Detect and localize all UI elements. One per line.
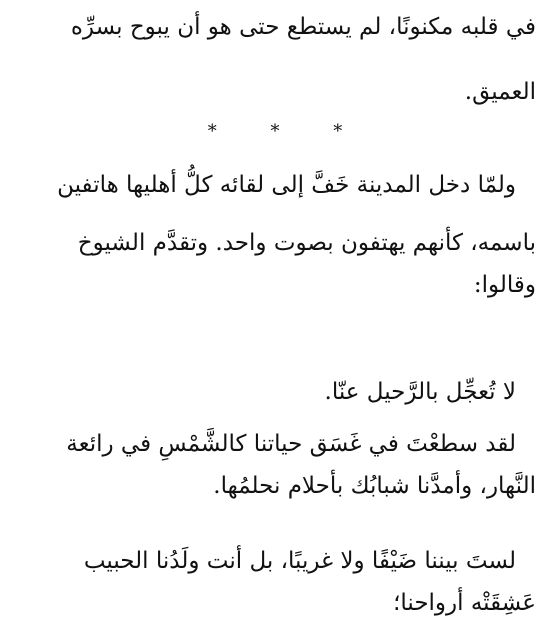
text-line-1: في قلبه مكنونًا، لم يستطع حتى هو أن يبوح بسرِّه (70, 14, 536, 40)
separator-star-2: * (270, 121, 280, 142)
text-line-3: ولمّا دخل المدينة خَفَّ إلى لقائه كلُّ أهليها هاتفين (57, 172, 516, 198)
text-line-5: وقالوا: (473, 272, 536, 298)
text-line-10: عَشِقَتْه أرواحنا؛ (393, 590, 536, 616)
text-line-4: باسمه، كأنهم يهتفون بصوت واحد. وتقدَّم الشيوخ (77, 230, 536, 256)
section-separator (0, 120, 550, 144)
text-line-8: النَّهار، وأمدَّنا شبابُك بأحلام نحلمُها. (213, 473, 536, 499)
text-line-2: العميق. (464, 79, 536, 105)
separator-star-1: * (207, 121, 217, 142)
text-line-6: لا تُعجِّل بالرَّحيل عنّا. (324, 379, 516, 405)
text-line-9: لستَ بيننا ضَيْفًا ولا غريبًا، بل أنت ولَدُنا الحبيب (83, 548, 516, 574)
text-line-7: لقد سطعْتَ في غَسَق حياتنا كالشَّمْسِ في رائعة (66, 431, 516, 457)
separator-star-3: * (333, 121, 343, 142)
